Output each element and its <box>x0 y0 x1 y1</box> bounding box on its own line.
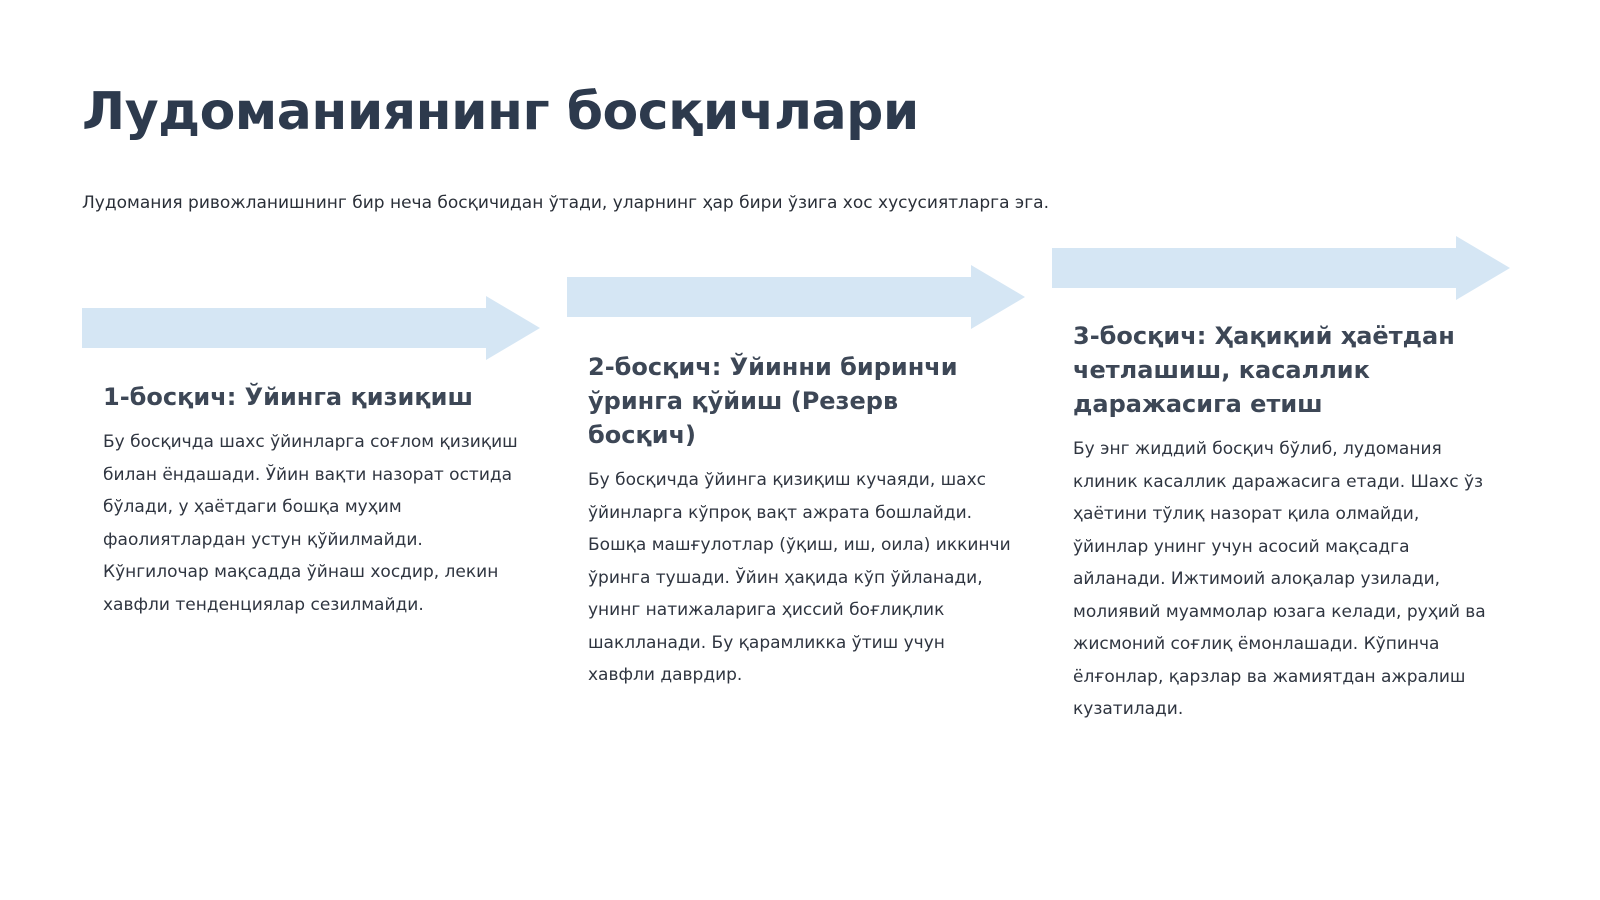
step-3-text: Бу энг жиддий босқич бўлиб, лудомания клиник касаллик даражасига етади. Шахс ўз ҳаётини тўлиқ назорат қила олмайди, ўйинлар унинг учун асосий мақсадга айланади. Ижтимоий алоқалар узилади, молиявий муаммолар юзага келади, руҳий ва жисмоний соғлиқ ёмонлашади. Кўпинча ёлғонлар, қарзлар ва жамиятдан ажралиш кузатилади. <box>1073 439 1486 719</box>
step-1-arrow-icon <box>82 296 552 360</box>
step-3-title: 3-босқич: Ҳақиқий ҳаётдан четлашиш, касаллик даражасига етиш <box>1073 322 1455 418</box>
step-3-card <box>1073 319 1498 726</box>
step-1-text: Бу босқичда шахс ўйинларга соғлом қизиқиш билан ёндашади. Ўйин вақти назорат остида бўлади, у ҳаётдаги бошқа муҳим фаолиятлардан устун қўйилмайди. Кўнгилочар мақсадда ўйнаш хосдир, лекин хавфли тенденциялар сезилмайди. <box>103 432 518 615</box>
step-3-arrow-icon <box>1052 236 1522 300</box>
step-2-card <box>588 350 1013 692</box>
step-1-title: 1-босқич: Ўйинга қизиқиш <box>103 383 473 411</box>
step-2-text: Бу босқичда ўйинга қизиқиш кучаяди, шахс ўйинларга кўпроқ вақт ажрата бошлайди. Бошқа машғулотлар (ўқиш, иш, оила) иккинчи ўринга тушади. Ўйин ҳақида кўп ўйланади, унинг натижаларига ҳиссий боғлиқлик шаклланади. Бу қарамликка ўтиш учун хавфли даврдир. <box>588 470 1011 685</box>
step-2-title: 2-босқич: Ўйинни биринчи ўринга қўйиш (Резерв босқич) <box>588 353 958 449</box>
slide-subtitle: Лудомания ривожланишнинг бир неча босқичидан ўтади, уларнинг ҳар бири ўзига хос хусусиятларга эга. <box>82 193 1049 213</box>
step-2-arrow-icon <box>567 265 1037 329</box>
slide-title: Лудоманиянинг босқичлари <box>82 82 919 142</box>
step-1-card <box>103 380 528 621</box>
